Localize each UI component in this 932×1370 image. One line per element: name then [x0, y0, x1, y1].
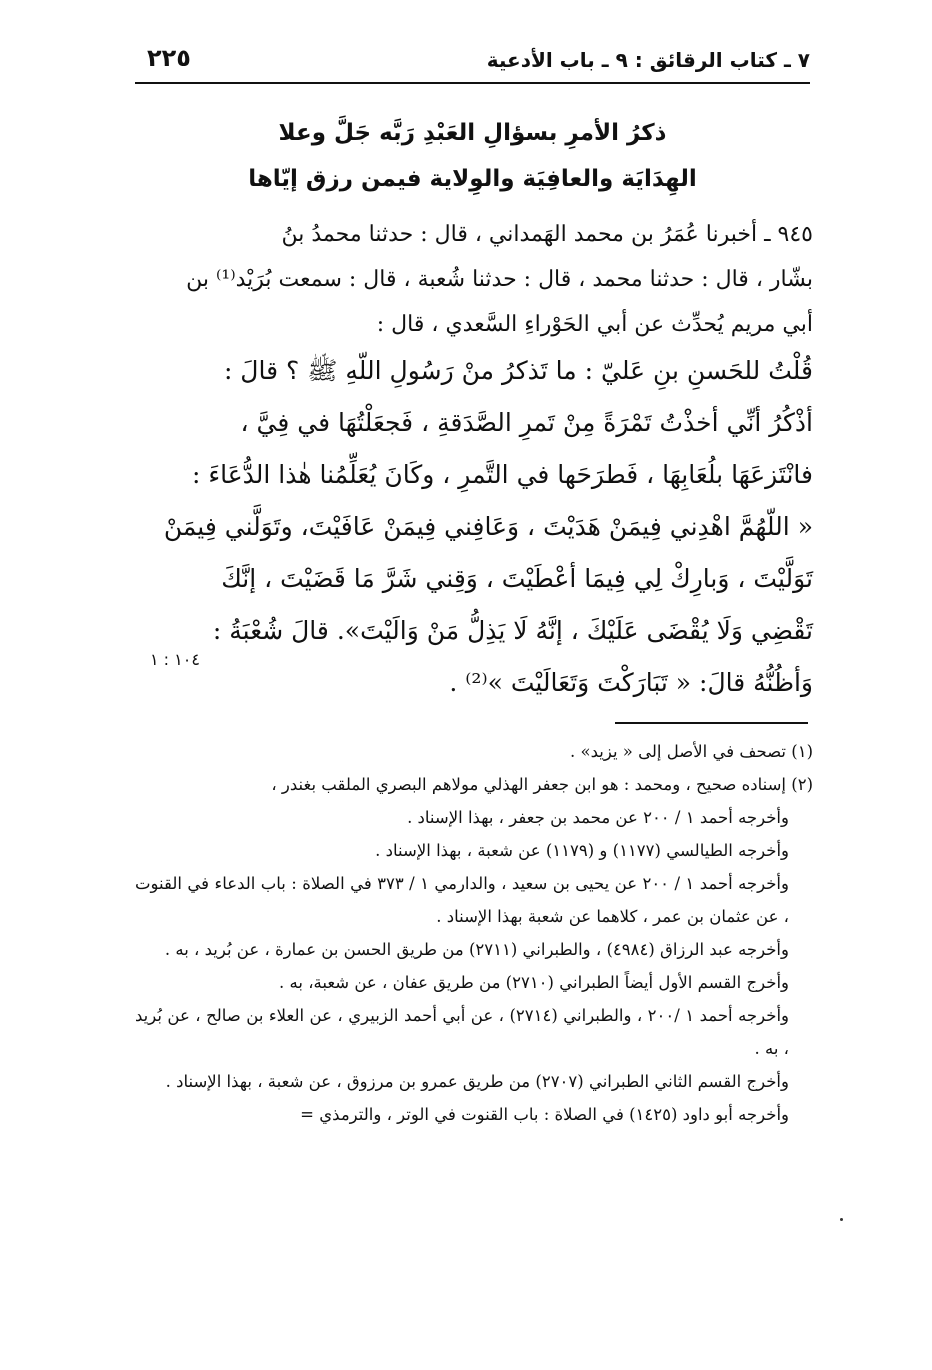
footnote-entry: وأخرجه الطيالسي (١١٧٧) و (١١٧٩) عن شعبة ، بهذا الإسناد . — [375, 841, 789, 860]
source-reference: ١٠٤ : ١ — [150, 650, 200, 669]
hadith-line: وَأظُنُّهُ قالَ: « تَبَارَكْتَ وَتَعَالَيْتَ »⁽²⁾ . — [449, 668, 813, 697]
footnote-entry: وأخرج القسم الأول أيضاً الطبراني (٢٧١٠) من طريق عفان ، عن شعبة، به . — [279, 973, 789, 992]
footnote-entry: وأخرجه أحمد ١ /٢٠٠ ، والطبراني (٢٧١٤) ، عن أبي أحمد الزبيري ، عن العلاء بن صالح ، عن بُريد ، به . — [135, 1006, 789, 1058]
footnote-1: (١) تصحف في الأصل إلى « يزيد» . — [570, 742, 813, 761]
isnad-line: ٩٤٥ ـ أخبرنا عُمَرُ بن محمد الهَمداني ، قال : حدثنا محمدُ بنُ — [281, 222, 813, 247]
margin-mark — [840, 1218, 843, 1221]
hadith-line: تَقْضِي وَلَا يُقْضَى عَلَيْكَ ، إنَّهُ لَا يَذِلُّ مَنْ وَالَيْتَ». قالَ شُعْبَةُ : — [212, 616, 813, 645]
isnad-chain — [135, 212, 813, 347]
isnad-line: أبي مريم يُحدِّث عن أبي الحَوْراءِ السَّعدي ، قال : — [376, 312, 813, 337]
hadith-line: قُلْتُ للحَسنِ بنِ عَليّ : ما تَذكرُ منْ رَسُولِ اللّهِ ﷺ ؟ قالَ : — [223, 356, 813, 385]
footnote-entry: وأخرجه أحمد ١ / ٢٠٠ عن يحيى بن سعيد ، والدارمي ١ / ٣٧٣ في الصلاة : باب الدعاء في القنوت ، عن عثمان بن عمر ، كلاهما عن شعبة بهذا الإسناد . — [135, 874, 789, 926]
section-heading-line-2: الهِدَايَة والعافِيَة والوِلاية فيمن رزق إيّاها — [248, 166, 697, 192]
hadith-text — [135, 345, 813, 709]
isnad-line: بشّار ، قال : حدثنا محمد ، قال : حدثنا شُعبة ، قال : سمعت بُرَيْد⁽¹⁾ بن — [186, 267, 813, 292]
footnote-2: (٢) إسناده صحيح ، ومحمد : هو ابن جعفر الهذلي مولاهم البصري الملقب بغندر ، — [271, 775, 813, 794]
section-heading-line-1: ذكرُ الأمرِ بسؤالِ العَبْدِ رَبَّه جَلَّ وعلا — [278, 120, 667, 146]
running-header — [135, 38, 810, 84]
footnote-separator — [615, 722, 808, 724]
footnote-entry: وأخرجه أحمد ١ / ٢٠٠ عن محمد بن جعفر ، بهذا الإسناد . — [407, 808, 789, 827]
footnotes — [135, 735, 813, 1131]
chapter-title: ٧ ـ كتاب الرقائق : ٩ ـ باب الأدعية — [486, 48, 810, 72]
page-number: ٢٢٥ — [147, 44, 191, 72]
hadith-line: تَوَلَّيْتَ ، وَبارِكْ لِي فِيمَا أعْطَيْتَ ، وَقِني شَرَّ مَا قَضَيْتَ ، إنَّكَ — [221, 564, 813, 593]
footnote-entry: وأخرج القسم الثاني الطبراني (٢٧٠٧) من طريق عمرو بن مرزوق ، عن شعبة ، بهذا الإسناد . — [165, 1072, 789, 1091]
hadith-line: « اللّهُمَّ اهْدِني فِيمَنْ هَدَيْتَ ، وَعَافِني فِيمَنْ عَافَيْتَ، وتَوَلَّني فِيمَنْ — [163, 512, 813, 541]
footnote-entry: وأخرجه عبد الرزاق (٤٩٨٤) ، والطبراني (٢٧١١) من طريق الحسن بن عمارة ، عن بُريد ، به . — [164, 940, 789, 959]
footnote-entry: وأخرجه أبو داود (١٤٢٥) في الصلاة : باب القنوت في الوتر ، والترمذي = — [300, 1105, 789, 1124]
hadith-line: أذْكُرُ أنِّي أخذْتُ تَمْرَةً مِنْ تَمرِ الصَّدَقةِ ، فَجعَلْتُهَا في فِيَّ ، — [240, 408, 813, 437]
hadith-line: فانْتَزعَهَا بلُعَابِهَا ، فَطرَحَها في التَّمرِ ، وكَانَ يُعَلِّمُنا هٰذا الدُّعَاءَ : — [192, 460, 813, 489]
